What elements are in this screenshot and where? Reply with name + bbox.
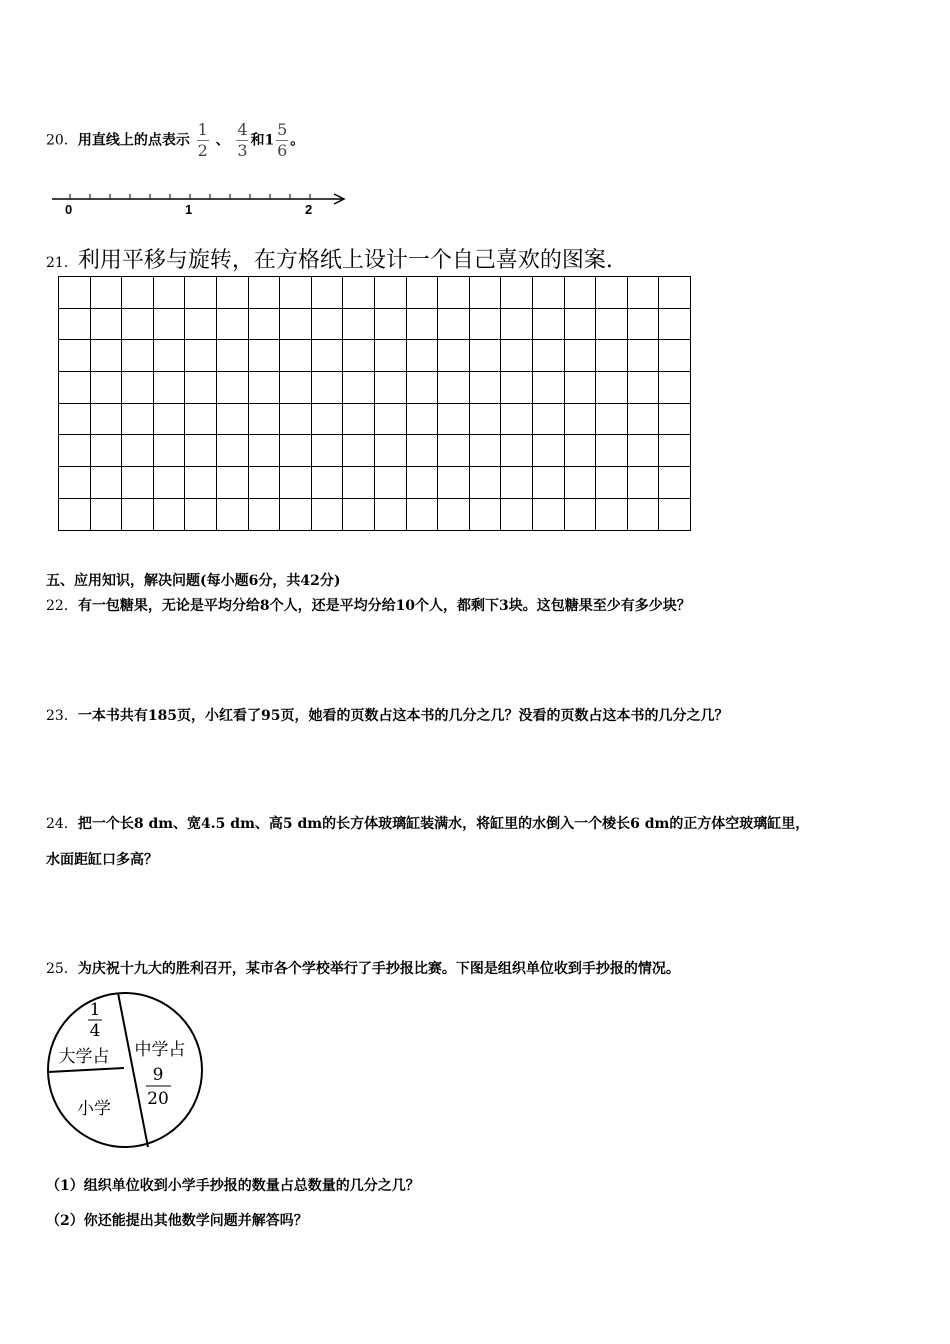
grid-cell <box>374 403 406 435</box>
grid-cell <box>532 403 564 435</box>
grid-cell <box>627 372 659 404</box>
grid-cell <box>627 435 659 467</box>
grid-cell <box>406 308 438 340</box>
grid-cell <box>343 308 375 340</box>
grid-cell <box>343 403 375 435</box>
grid-cell <box>564 277 596 309</box>
slice-fraction-denominator: 4 <box>89 1021 101 1041</box>
question-25: 25．为庆祝十九大的胜利召开，某市各个学校举行了手抄报比赛。下图是组织单位收到手抄报的情况。 <box>46 961 680 977</box>
grid-cell <box>343 340 375 372</box>
grid-cell <box>153 435 185 467</box>
grid-cell <box>501 308 533 340</box>
q-number: 21． <box>46 255 78 271</box>
grid-cell <box>501 372 533 404</box>
grid-cell <box>469 372 501 404</box>
grid-cell <box>406 277 438 309</box>
grid-cell <box>185 340 217 372</box>
grid-cell <box>627 403 659 435</box>
grid-cell <box>438 277 470 309</box>
grid-cell <box>248 372 280 404</box>
question-23: 23．一本书共有185页，小红看了95页，她看的页数占这本书的几分之几？没看的页数占这本书的几分之几？ <box>46 708 729 724</box>
grid-cell <box>311 498 343 530</box>
grid-cell <box>532 277 564 309</box>
grid-cell <box>659 308 691 340</box>
grid-row <box>59 277 691 309</box>
grid-cell <box>343 498 375 530</box>
grid-cell <box>59 435 91 467</box>
separator: 、 <box>215 132 230 149</box>
grid-cell <box>596 403 628 435</box>
grid-cell <box>374 277 406 309</box>
fraction-1-2: $\frac{1}{2}$ <box>197 120 208 160</box>
grid-cell <box>90 403 122 435</box>
grid-cell <box>122 277 154 309</box>
grid-cell <box>532 435 564 467</box>
pie-divider-university-primary <box>48 1068 124 1072</box>
grid-cell <box>311 308 343 340</box>
grid-cell <box>59 403 91 435</box>
grid-cell <box>280 277 312 309</box>
grid-cell <box>185 498 217 530</box>
grid-cell <box>59 277 91 309</box>
section-heading: 五、应用知识，解决问题(每小题6分，共42分) <box>46 573 341 589</box>
grid-cell <box>469 435 501 467</box>
grid-cell <box>280 403 312 435</box>
grid-cell <box>248 498 280 530</box>
grid-cell <box>406 467 438 499</box>
grid-cell <box>185 467 217 499</box>
grid-cell <box>248 467 280 499</box>
and-text: 和 <box>250 132 265 149</box>
grid-row <box>59 467 691 499</box>
axis-label-2: 2 <box>305 202 313 217</box>
grid-cell <box>90 308 122 340</box>
grid-cell <box>343 467 375 499</box>
grid-cell <box>501 403 533 435</box>
grid-cell <box>564 498 596 530</box>
grid-cell <box>501 340 533 372</box>
grid-cell <box>280 435 312 467</box>
question-25-sub1: （1）组织单位收到小学手抄报的数量占总数量的几分之几？ <box>46 1178 420 1194</box>
grid-cell <box>659 435 691 467</box>
grid-cell <box>501 467 533 499</box>
grid-cell <box>438 340 470 372</box>
grid-cell <box>216 277 248 309</box>
grid-cell <box>216 372 248 404</box>
pie-chart <box>44 990 209 1155</box>
slice-label-university: 大学占 <box>58 1047 110 1067</box>
grid-cell <box>280 372 312 404</box>
grid-cell <box>469 340 501 372</box>
grid-cell <box>627 498 659 530</box>
grid-cell <box>216 498 248 530</box>
grid-cell <box>596 467 628 499</box>
grid-cell <box>532 372 564 404</box>
grid-cell <box>406 498 438 530</box>
grid-cell <box>185 403 217 435</box>
grid-cell <box>564 308 596 340</box>
grid-row <box>59 308 691 340</box>
axis-label-0: 0 <box>65 202 73 217</box>
grid-cell <box>280 467 312 499</box>
grid-cell <box>564 467 596 499</box>
grid-cell <box>90 498 122 530</box>
grid-cell <box>438 435 470 467</box>
grid-cell <box>596 340 628 372</box>
grid-cell <box>216 435 248 467</box>
grid-row <box>59 435 691 467</box>
grid-cell <box>90 372 122 404</box>
q-text: 用直线上的点表示 <box>77 132 190 149</box>
grid-cell <box>374 435 406 467</box>
grid-cell <box>59 498 91 530</box>
grid-cell <box>532 340 564 372</box>
grid-cell <box>564 435 596 467</box>
grid-cell <box>216 308 248 340</box>
grid-cell <box>438 498 470 530</box>
grid-cell <box>153 403 185 435</box>
question-22: 22．有一包糖果，无论是平均分给8个人，还是平均分给10个人，都剩下3块。这包糖果至少有多少块？ <box>46 598 691 614</box>
period: 。 <box>290 132 305 149</box>
pie-divider-university-middle <box>118 993 148 1147</box>
q-number: 20． <box>46 132 78 149</box>
grid-cell <box>374 498 406 530</box>
grid-cell <box>374 372 406 404</box>
grid-cell <box>343 277 375 309</box>
grid-cell <box>343 435 375 467</box>
grid-cell <box>280 308 312 340</box>
grid-cell <box>532 308 564 340</box>
grid-cell <box>122 340 154 372</box>
grid-cell <box>59 467 91 499</box>
grid-cell <box>596 277 628 309</box>
grid-cell <box>374 308 406 340</box>
grid-cell <box>153 498 185 530</box>
grid-cell <box>501 277 533 309</box>
grid-cell <box>659 403 691 435</box>
grid-row <box>59 340 691 372</box>
grid-row <box>59 403 691 435</box>
grid-cell <box>406 340 438 372</box>
grid-cell <box>438 308 470 340</box>
grid-cell <box>438 403 470 435</box>
grid-cell <box>59 308 91 340</box>
grid-cell <box>564 372 596 404</box>
grid-cell <box>311 467 343 499</box>
grid-cell <box>122 498 154 530</box>
axis-label-1: 1 <box>185 202 193 217</box>
grid-cell <box>438 372 470 404</box>
grid-cell <box>216 403 248 435</box>
grid-cell <box>596 435 628 467</box>
slice-label-middle: 中学占 <box>134 1040 186 1060</box>
grid-cell <box>406 435 438 467</box>
grid-cell <box>248 308 280 340</box>
question-21 <box>46 243 613 274</box>
grid-cell <box>374 467 406 499</box>
grid-cell <box>659 372 691 404</box>
grid-cell <box>122 435 154 467</box>
grid-cell <box>659 340 691 372</box>
grid-cell <box>311 372 343 404</box>
question-24: 24．把一个长8 dm、宽4.5 dm、高5 dm的长方体玻璃缸装满水，将缸里的水倒入一个棱长6 dm的正方体空玻璃缸里， <box>46 816 810 832</box>
question-25-sub2: （2）你还能提出其他数学问题并解答吗？ <box>46 1213 308 1229</box>
grid-cell <box>216 467 248 499</box>
grid-cell <box>469 403 501 435</box>
grid-cell <box>659 467 691 499</box>
grid-cell <box>90 435 122 467</box>
grid-cell <box>248 340 280 372</box>
grid-cell <box>280 340 312 372</box>
grid-cell <box>185 372 217 404</box>
grid-row <box>59 372 691 404</box>
grid-cell <box>185 277 217 309</box>
grid-cell <box>469 308 501 340</box>
slice-label-primary: 小学 <box>77 1099 111 1119</box>
grid-cell <box>659 277 691 309</box>
grid-cell <box>90 277 122 309</box>
grid-cell <box>596 372 628 404</box>
grid-cell <box>122 403 154 435</box>
grid-cell <box>90 340 122 372</box>
grid-cell <box>185 308 217 340</box>
grid-cell <box>627 340 659 372</box>
grid-cell <box>374 340 406 372</box>
grid-cell <box>153 372 185 404</box>
question-20 <box>46 120 304 161</box>
grid-cell <box>343 372 375 404</box>
slice-fraction-denominator: 20 <box>147 1089 169 1109</box>
grid-cell <box>627 308 659 340</box>
grid-cell <box>469 498 501 530</box>
grid-cell <box>311 340 343 372</box>
grid-paper <box>58 276 691 531</box>
grid-cell <box>469 467 501 499</box>
grid-cell <box>59 372 91 404</box>
grid-cell <box>248 277 280 309</box>
whole-part: 1 <box>264 132 275 149</box>
grid-cell <box>248 435 280 467</box>
grid-cell <box>406 403 438 435</box>
grid-cell <box>122 308 154 340</box>
number-line <box>50 188 350 218</box>
grid-cell <box>596 498 628 530</box>
grid-cell <box>153 340 185 372</box>
q-text: 利用平移与旋转，在方格纸上设计一个自己喜欢的图案. <box>77 248 613 273</box>
grid-cell <box>469 277 501 309</box>
grid-cell <box>280 498 312 530</box>
fraction-4-3: $\frac{4}{3}$ <box>237 120 248 160</box>
slice-fraction-numerator: 1 <box>89 1000 101 1020</box>
grid-row <box>59 498 691 530</box>
grid-cell <box>627 277 659 309</box>
grid-cell <box>59 340 91 372</box>
grid-cell <box>153 467 185 499</box>
grid-cell <box>216 340 248 372</box>
grid-cell <box>501 435 533 467</box>
grid-cell <box>153 277 185 309</box>
grid-cell <box>122 467 154 499</box>
grid-cell <box>532 467 564 499</box>
grid-cell <box>311 435 343 467</box>
question-24-line2: 水面距缸口多高？ <box>46 852 158 868</box>
grid-cell <box>153 308 185 340</box>
grid-cell <box>438 467 470 499</box>
grid-cell <box>501 498 533 530</box>
grid-cell <box>248 403 280 435</box>
grid-cell <box>564 340 596 372</box>
slice-fraction-numerator: 9 <box>152 1065 164 1085</box>
grid-cell <box>564 403 596 435</box>
grid-cell <box>532 498 564 530</box>
grid-cell <box>311 403 343 435</box>
grid-cell <box>122 372 154 404</box>
fraction-5-6: $\frac{5}{6}$ <box>277 120 288 160</box>
grid-cell <box>311 277 343 309</box>
grid-cell <box>185 435 217 467</box>
grid-cell <box>90 467 122 499</box>
grid-cell <box>659 498 691 530</box>
grid-cell <box>627 467 659 499</box>
grid-cell <box>596 308 628 340</box>
grid-cell <box>406 372 438 404</box>
